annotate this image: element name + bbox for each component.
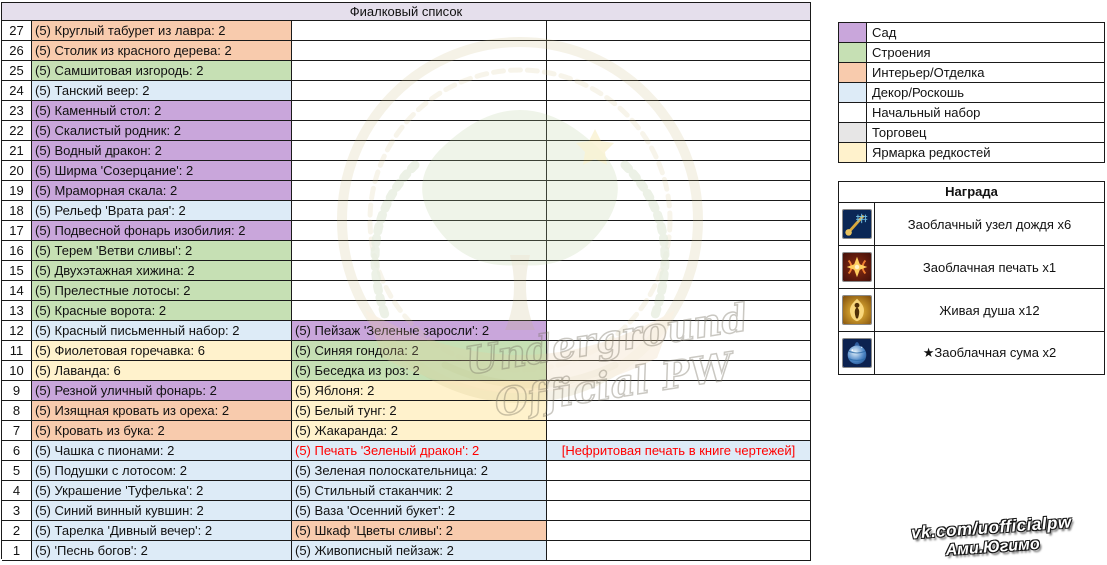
- item-cell: (5) Зеленая полоскательница: 2: [292, 461, 547, 481]
- item-cell: [547, 181, 811, 201]
- legend-swatch: [839, 103, 867, 123]
- item-cell: (5) Стильный стаканчик: 2: [292, 481, 547, 501]
- legend-swatch: [839, 23, 867, 43]
- item-cell: (5) Круглый табурет из лавра: 2: [32, 21, 292, 41]
- table-row: [2, 481, 811, 501]
- row-number: 14: [2, 281, 32, 301]
- table-row: [2, 161, 811, 181]
- violet-list-table: [1, 2, 811, 559]
- item-cell: (5) Чашка с пионами: 2: [32, 441, 292, 461]
- table-row: [2, 541, 811, 561]
- item-cell: [292, 221, 547, 241]
- row-number: 22: [2, 121, 32, 141]
- row-number: 15: [2, 261, 32, 281]
- rewards-header: Награда: [839, 182, 1105, 203]
- item-cell: (5) Ширма 'Созерцание': 2: [32, 161, 292, 181]
- item-cell: [292, 101, 547, 121]
- item-cell: [547, 261, 811, 281]
- watermark-credit: [881, 510, 1103, 564]
- item-cell: [547, 161, 811, 181]
- item-cell: (5) Резной уличный фонарь: 2: [32, 381, 292, 401]
- row-number: 5: [2, 461, 32, 481]
- legend-label: Торговец: [867, 123, 1105, 143]
- item-cell: (5) Водный дракон: 2: [32, 141, 292, 161]
- legend-label: Начальный набор: [867, 103, 1105, 123]
- table-row: [2, 521, 811, 541]
- item-cell: (5) Подушки с лотосом: 2: [32, 461, 292, 481]
- table-row: [2, 361, 811, 381]
- item-cell: (5) Украшение 'Туфелька': 2: [32, 481, 292, 501]
- table-row: [2, 41, 811, 61]
- row-number: 6: [2, 441, 32, 461]
- item-cell: [547, 541, 811, 561]
- item-cell: (5) Лаванда: 6: [32, 361, 292, 381]
- item-cell: (5) Жакаранда: 2: [292, 421, 547, 441]
- item-cell: [292, 281, 547, 301]
- table-row: [2, 341, 811, 361]
- table-row: [2, 61, 811, 81]
- rewards-body: [839, 203, 1105, 375]
- table-row: [2, 421, 811, 441]
- legend-label: Декор/Роскошь: [867, 83, 1105, 103]
- reward-label: Заоблачная печать х1: [875, 246, 1105, 289]
- item-cell: [547, 461, 811, 481]
- row-number: 27: [2, 21, 32, 41]
- table-row: [2, 241, 811, 261]
- item-cell: (5) Двухэтажная хижина: 2: [32, 261, 292, 281]
- row-number: 12: [2, 321, 32, 341]
- cloud-seal-icon: [839, 246, 875, 289]
- item-cell: (5) Столик из красного дерева: 2: [32, 41, 292, 61]
- table-row: [2, 461, 811, 481]
- item-cell: [547, 201, 811, 221]
- item-cell: (5) Синяя гондола: 2: [292, 341, 547, 361]
- reward-row: [839, 203, 1105, 246]
- row-number: 21: [2, 141, 32, 161]
- table-title: Фиалковый список: [2, 3, 811, 21]
- table-row: [2, 401, 811, 421]
- item-cell: (5) Фиолетовая горечавка: 6: [32, 341, 292, 361]
- item-cell: [292, 41, 547, 61]
- legend-swatch: [839, 43, 867, 63]
- item-cell: (5) Подвесной фонарь изобилия: 2: [32, 221, 292, 241]
- watermark-credit-line1: vk.com/uofficialpw: [910, 512, 1073, 543]
- item-cell: (5) Шкаф 'Цветы сливы': 2: [292, 521, 547, 541]
- row-number: 24: [2, 81, 32, 101]
- item-cell: (5) Беседка из роз: 2: [292, 361, 547, 381]
- item-cell: [292, 301, 547, 321]
- item-cell: (5) Изящная кровать из ореха: 2: [32, 401, 292, 421]
- legend-swatch: [839, 63, 867, 83]
- item-cell: (5) Кровать из бука: 2: [32, 421, 292, 441]
- row-number: 20: [2, 161, 32, 181]
- row-number: 3: [2, 501, 32, 521]
- item-cell: [Нефритовая печать в книге чертежей]: [547, 441, 811, 461]
- item-cell: [547, 241, 811, 261]
- item-cell: (5) Рельеф 'Врата рая': 2: [32, 201, 292, 221]
- item-cell: [547, 301, 811, 321]
- row-number: 8: [2, 401, 32, 421]
- item-cell: [547, 521, 811, 541]
- item-cell: [292, 21, 547, 41]
- cloud-bag-icon: [839, 332, 875, 375]
- row-number: 10: [2, 361, 32, 381]
- legend-row: [839, 83, 1105, 103]
- watermark-credit-line2: Ами.Югимо: [945, 535, 1041, 560]
- item-cell: [547, 381, 811, 401]
- reward-row: [839, 289, 1105, 332]
- item-cell: [547, 401, 811, 421]
- item-cell: (5) Красный письменный набор: 2: [32, 321, 292, 341]
- table-row: [2, 221, 811, 241]
- item-cell: (5) Белый тунг: 2: [292, 401, 547, 421]
- item-cell: (5) Самшитовая изгородь: 2: [32, 61, 292, 81]
- row-number: 19: [2, 181, 32, 201]
- table-body: [2, 21, 811, 561]
- item-cell: [292, 201, 547, 221]
- table-row: [2, 101, 811, 121]
- row-number: 9: [2, 381, 32, 401]
- row-number: 16: [2, 241, 32, 261]
- item-cell: [547, 21, 811, 41]
- table-row: [2, 81, 811, 101]
- item-cell: (5) Яблоня: 2: [292, 381, 547, 401]
- reward-label: ★Заоблачная сума х2: [875, 332, 1105, 375]
- item-cell: [547, 81, 811, 101]
- row-number: 17: [2, 221, 32, 241]
- item-cell: [547, 221, 811, 241]
- legend-row: [839, 143, 1105, 163]
- item-cell: [547, 481, 811, 501]
- legend-label: Строения: [867, 43, 1105, 63]
- row-number: 7: [2, 421, 32, 441]
- item-cell: [547, 361, 811, 381]
- legend-label: Ярмарка редкостей: [867, 143, 1105, 163]
- row-number: 11: [2, 341, 32, 361]
- item-cell: [547, 421, 811, 441]
- item-cell: (5) Ваза 'Осенний букет': 2: [292, 501, 547, 521]
- item-cell: (5) Синий винный кувшин: 2: [32, 501, 292, 521]
- item-cell: (5) Красные ворота: 2: [32, 301, 292, 321]
- item-cell: [292, 121, 547, 141]
- item-cell: [547, 321, 811, 341]
- item-cell: (5) Скалистый родник: 2: [32, 121, 292, 141]
- item-cell: (5) Пейзаж 'Зеленые заросли': 2: [292, 321, 547, 341]
- legend-label: Интерьер/Отделка: [867, 63, 1105, 83]
- table-row: [2, 261, 811, 281]
- item-cell: [547, 61, 811, 81]
- item-cell: (5) 'Песнь богов': 2: [32, 541, 292, 561]
- item-cell: [292, 141, 547, 161]
- table-row: [2, 121, 811, 141]
- table-row: [2, 281, 811, 301]
- row-number: 25: [2, 61, 32, 81]
- table-row: [2, 301, 811, 321]
- item-cell: [292, 261, 547, 281]
- table-row: [2, 441, 811, 461]
- item-cell: (5) Терем 'Ветви сливы': 2: [32, 241, 292, 261]
- legend-row: [839, 63, 1105, 83]
- category-legend: [838, 22, 1105, 163]
- item-cell: (5) Печать 'Зеленый дракон': 2: [292, 441, 547, 461]
- row-number: 23: [2, 101, 32, 121]
- legend-row: [839, 123, 1105, 143]
- item-cell: [292, 181, 547, 201]
- table-row: [2, 381, 811, 401]
- legend-swatch: [839, 123, 867, 143]
- item-cell: [292, 161, 547, 181]
- row-number: 18: [2, 201, 32, 221]
- living-soul-icon: [839, 289, 875, 332]
- legend-row: [839, 103, 1105, 123]
- item-cell: [547, 121, 811, 141]
- item-cell: [292, 81, 547, 101]
- item-cell: (5) Прелестные лотосы: 2: [32, 281, 292, 301]
- row-number: 13: [2, 301, 32, 321]
- table-row: [2, 181, 811, 201]
- row-number: 1: [2, 541, 32, 561]
- item-cell: [292, 61, 547, 81]
- reward-label: Живая душа х12: [875, 289, 1105, 332]
- legend-row: [839, 43, 1105, 63]
- row-number: 2: [2, 521, 32, 541]
- item-cell: (5) Танский веер: 2: [32, 81, 292, 101]
- reward-row: [839, 332, 1105, 375]
- table-row: [2, 141, 811, 161]
- item-cell: [547, 41, 811, 61]
- item-cell: (5) Мраморная скала: 2: [32, 181, 292, 201]
- table-row: [2, 21, 811, 41]
- item-cell: [547, 141, 811, 161]
- item-cell: [547, 281, 811, 301]
- item-cell: [547, 101, 811, 121]
- table-row: [2, 201, 811, 221]
- item-cell: (5) Тарелка 'Дивный вечер': 2: [32, 521, 292, 541]
- reward-row: [839, 246, 1105, 289]
- row-number: 26: [2, 41, 32, 61]
- table-row: [2, 501, 811, 521]
- table-row: [2, 321, 811, 341]
- legend-swatch: [839, 83, 867, 103]
- item-cell: (5) Живописный пейзаж: 2: [292, 541, 547, 561]
- item-cell: [547, 341, 811, 361]
- item-cell: [547, 501, 811, 521]
- item-cell: [292, 241, 547, 261]
- item-cell: (5) Каменный стол: 2: [32, 101, 292, 121]
- rain-knot-icon: [839, 203, 875, 246]
- legend-swatch: [839, 143, 867, 163]
- legend-row: [839, 23, 1105, 43]
- rewards-table: [838, 181, 1105, 375]
- reward-label: Заоблачный узел дождя х6: [875, 203, 1105, 246]
- legend-label: Сад: [867, 23, 1105, 43]
- row-number: 4: [2, 481, 32, 501]
